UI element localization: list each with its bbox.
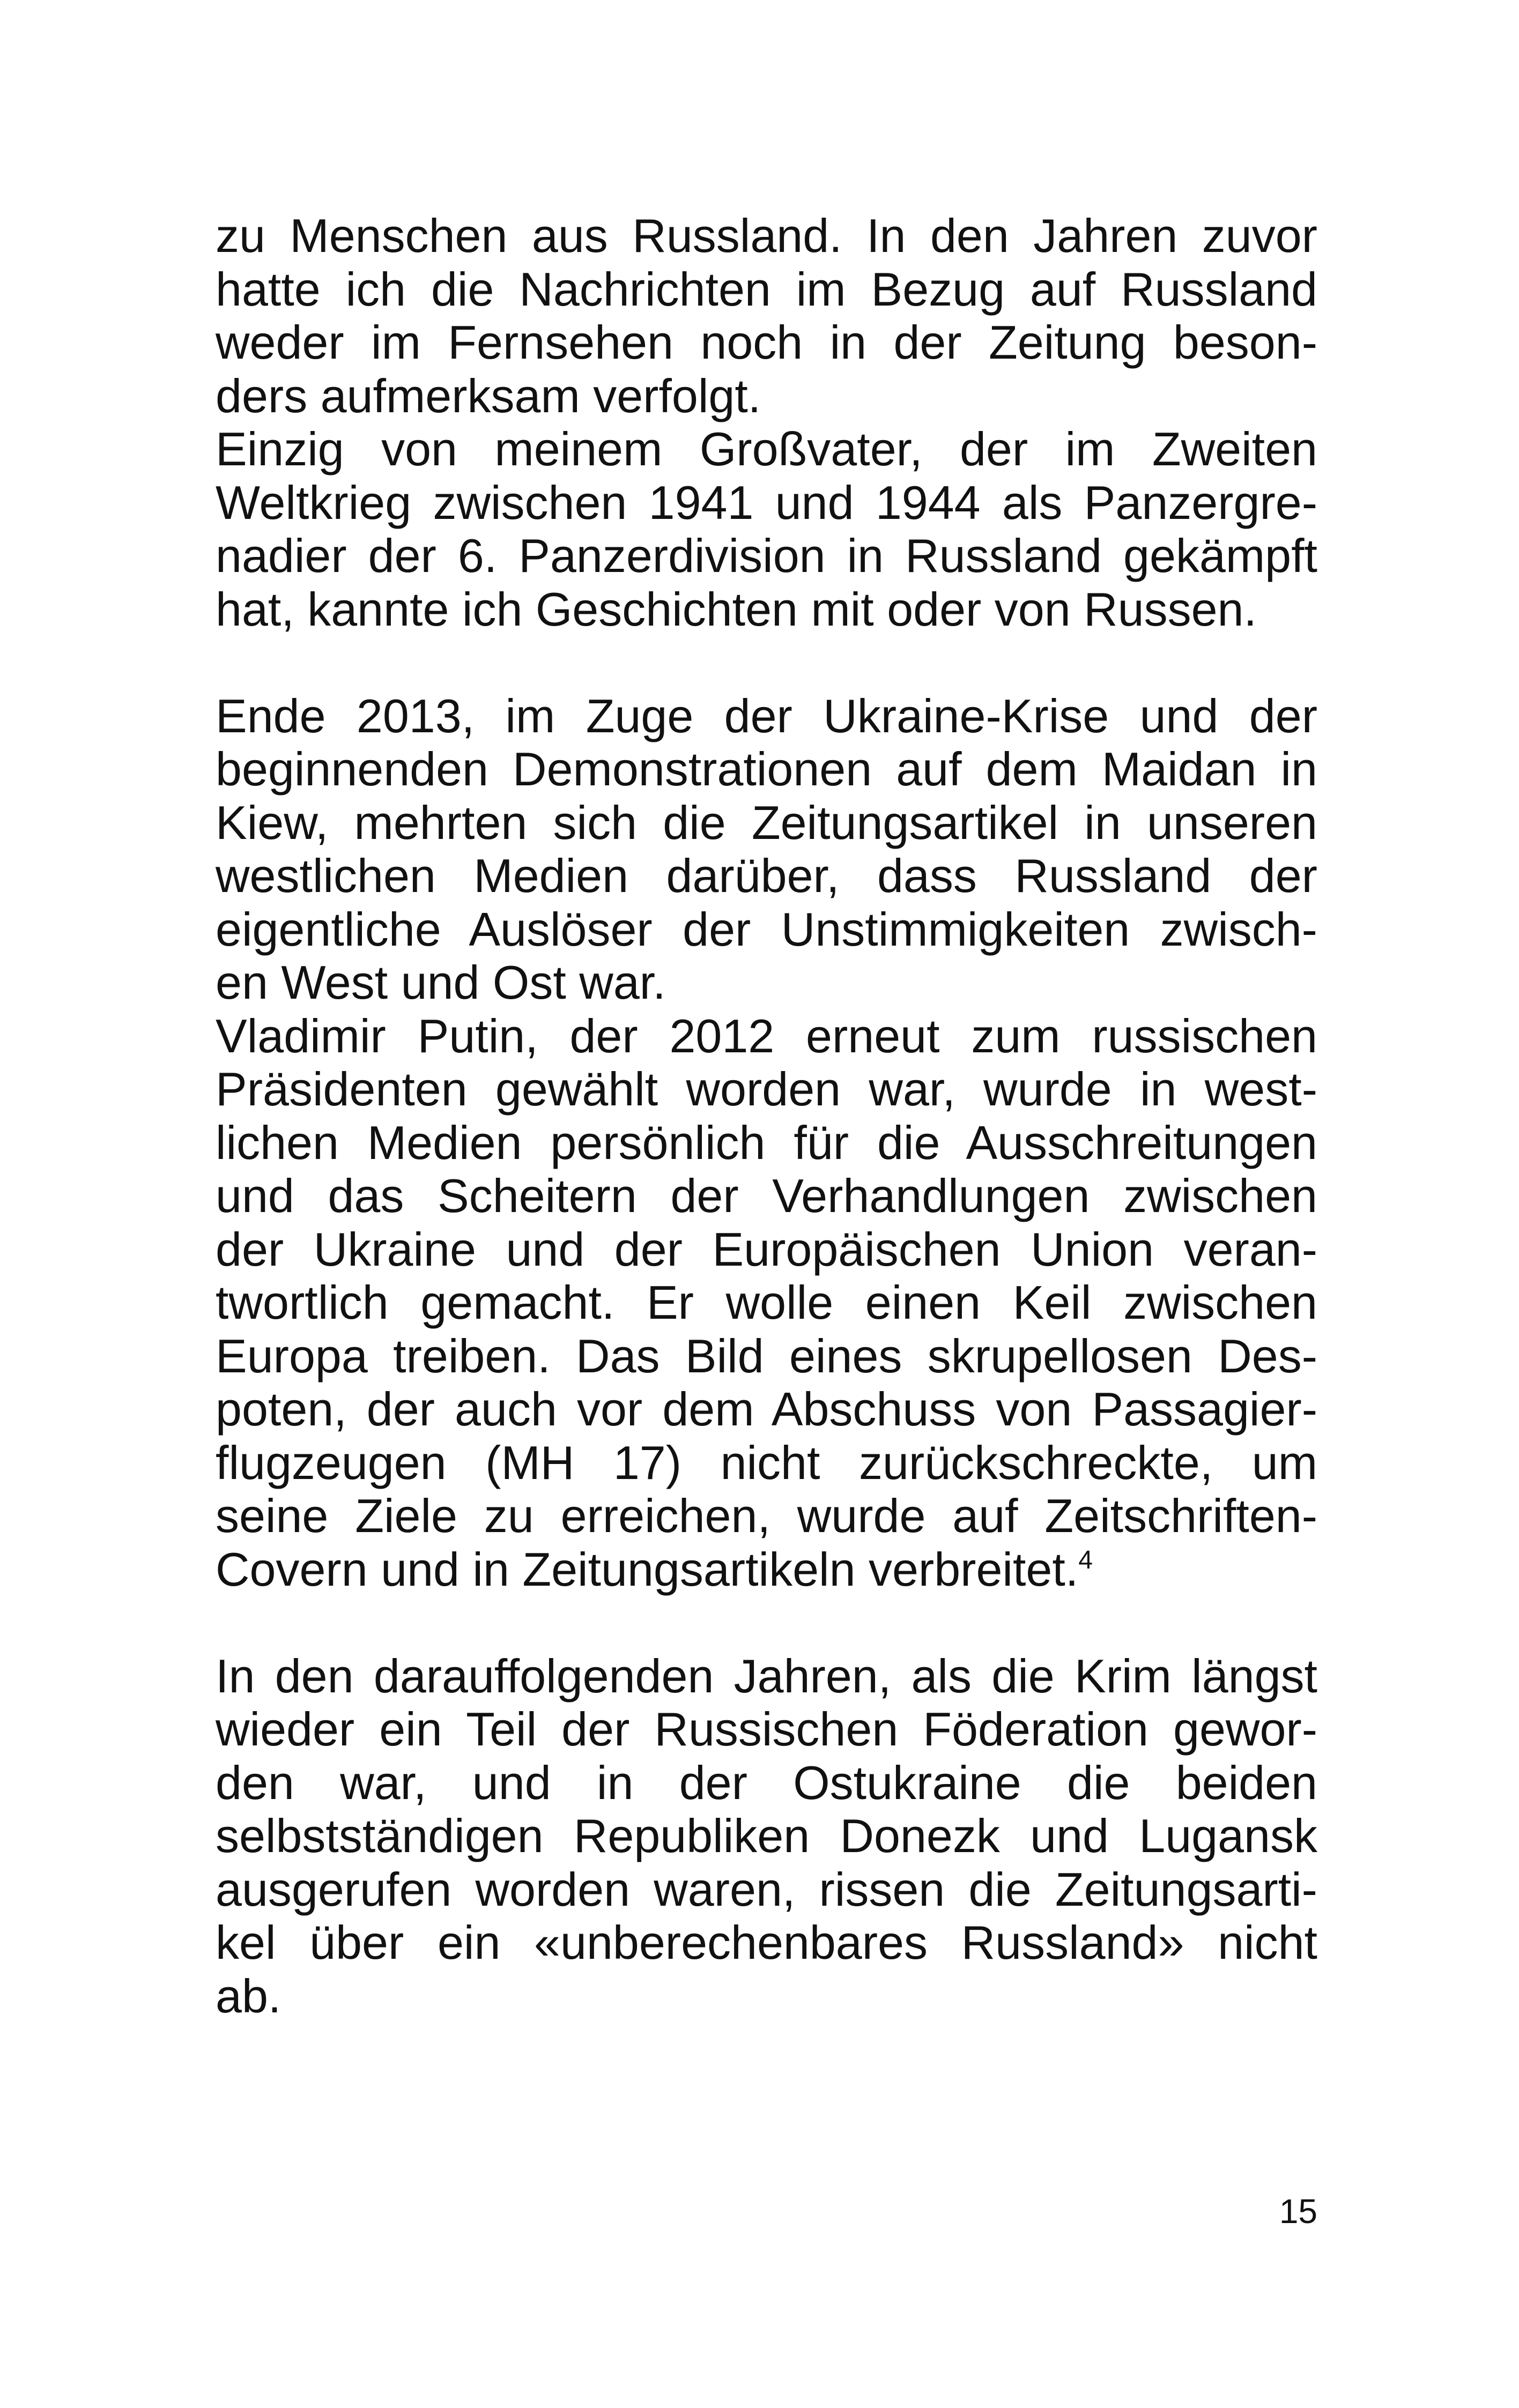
paragraph-spacer bbox=[216, 636, 1317, 689]
text-line-content: Covern und in Zeitungsartikeln verbreitet. bbox=[216, 1542, 1079, 1596]
text-line: der Ukraine und der Europäischen Union veran- bbox=[216, 1222, 1317, 1276]
text-line: ab. bbox=[216, 1969, 281, 2023]
paragraph-spacer bbox=[216, 1596, 1317, 1649]
footnote-reference[interactable]: 4 bbox=[1078, 1545, 1093, 1574]
text-line: ausgerufen worden waren, rissen die Zeitungsarti- bbox=[216, 1862, 1317, 1916]
text-line: hatte ich die Nachrichten im Bezug auf Russland bbox=[216, 262, 1317, 316]
text-line: Europa treiben. Das Bild eines skrupellosen Des- bbox=[216, 1329, 1317, 1383]
text-line: hat, kannte ich Geschichten mit oder von Russen. bbox=[216, 582, 1257, 636]
text-line: poten, der auch vor dem Abschuss von Passagier- bbox=[216, 1383, 1317, 1436]
text-line: Präsidenten gewählt worden war, wurde in west- bbox=[216, 1062, 1317, 1116]
text-line: ders aufmerksam verfolgt. bbox=[216, 369, 761, 422]
text-line: nadier der 6. Panzerdivision in Russland gekämpft bbox=[216, 529, 1317, 582]
text-line: Weltkrieg zwischen 1941 und 1944 als Panzergre- bbox=[216, 475, 1317, 529]
text-line: zu Menschen aus Russland. In den Jahren zuvor bbox=[216, 209, 1317, 262]
text-line: und das Scheitern der Verhandlungen zwischen bbox=[216, 1169, 1317, 1222]
paragraph-1 bbox=[216, 209, 1317, 422]
text-line: selbstständigen Republiken Donezk und Lugansk bbox=[216, 1809, 1317, 1862]
text-line: wieder ein Teil der Russischen Föderation gewor- bbox=[216, 1703, 1317, 1756]
text-line: Ende 2013, im Zuge der Ukraine-Krise und der bbox=[216, 689, 1317, 742]
body-text bbox=[216, 209, 1317, 2023]
text-line: lichen Medien persönlich für die Ausschreitungen bbox=[216, 1116, 1317, 1169]
text-line-with-footnote bbox=[216, 1543, 1317, 1596]
text-line: twortlich gemacht. Er wolle einen Keil zwischen bbox=[216, 1276, 1317, 1329]
text-line: Kiew, mehrten sich die Zeitungsartikel in unseren bbox=[216, 796, 1317, 849]
text-line: Vladimir Putin, der 2012 erneut zum russischen bbox=[216, 1009, 1317, 1062]
text-line: Einzig von meinem Großvater, der im Zweiten bbox=[216, 422, 1317, 475]
text-line: eigentliche Auslöser der Unstimmigkeiten zwisch- bbox=[216, 902, 1317, 956]
text-line: westlichen Medien darüber, dass Russland der bbox=[216, 849, 1317, 902]
text-line: den war, und in der Ostukraine die beiden bbox=[216, 1756, 1317, 1809]
text-line: en West und Ost war. bbox=[216, 956, 666, 1009]
text-line: flugzeugen (MH 17) nicht zurückschreckte, um bbox=[216, 1436, 1317, 1489]
paragraph-5 bbox=[216, 1649, 1317, 2023]
text-line: In den darauffolgenden Jahren, als die Krim längst bbox=[216, 1649, 1317, 1703]
text-line: seine Ziele zu erreichen, wurde auf Zeitschriften- bbox=[216, 1489, 1317, 1542]
paragraph-2 bbox=[216, 422, 1317, 636]
text-line: beginnenden Demonstrationen auf dem Maidan in bbox=[216, 742, 1317, 796]
text-line: kel über ein «unberechenbares Russland» nicht bbox=[216, 1916, 1317, 1969]
text-line: weder im Fernsehen noch in der Zeitung beson- bbox=[216, 316, 1317, 369]
paragraph-3 bbox=[216, 689, 1317, 1009]
paragraph-4 bbox=[216, 1009, 1317, 1596]
page-number: 15 bbox=[1279, 2192, 1317, 2231]
